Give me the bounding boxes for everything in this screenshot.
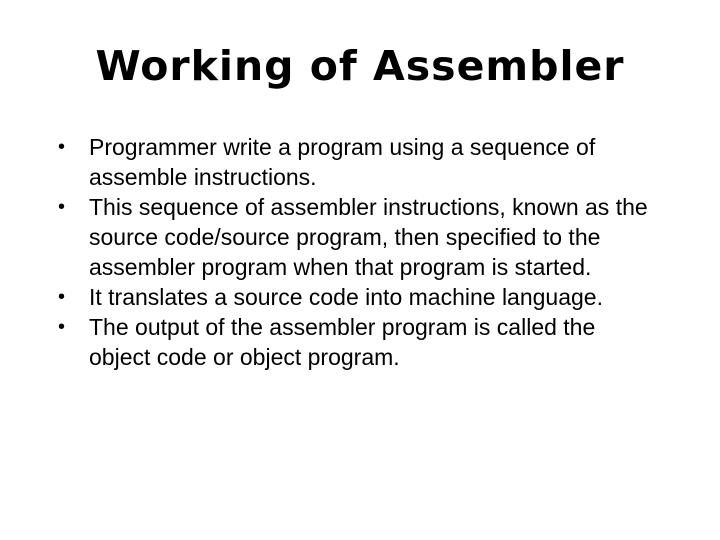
bullet-text: It translates a source code into machine language. xyxy=(89,284,603,310)
bullet-text: Programmer write a program using a sequence of assemble instructions. xyxy=(89,134,596,190)
slide-title: Working of Assembler xyxy=(95,42,625,90)
bullet-list xyxy=(58,132,658,372)
bullet-text: This sequence of assembler instructions, known as the source code/source program, then specified to the assembler program when that program is started. xyxy=(89,194,648,280)
bullet-icon: • xyxy=(58,196,66,218)
bullet-text: The output of the assembler program is called the object code or object program. xyxy=(89,314,596,370)
bullet-item xyxy=(58,192,658,282)
bullet-icon: • xyxy=(58,316,66,338)
bullet-item xyxy=(58,282,658,312)
bullet-icon: • xyxy=(58,286,66,308)
bullet-item xyxy=(58,132,658,192)
bullet-item xyxy=(58,312,658,372)
bullet-icon: • xyxy=(58,136,66,158)
